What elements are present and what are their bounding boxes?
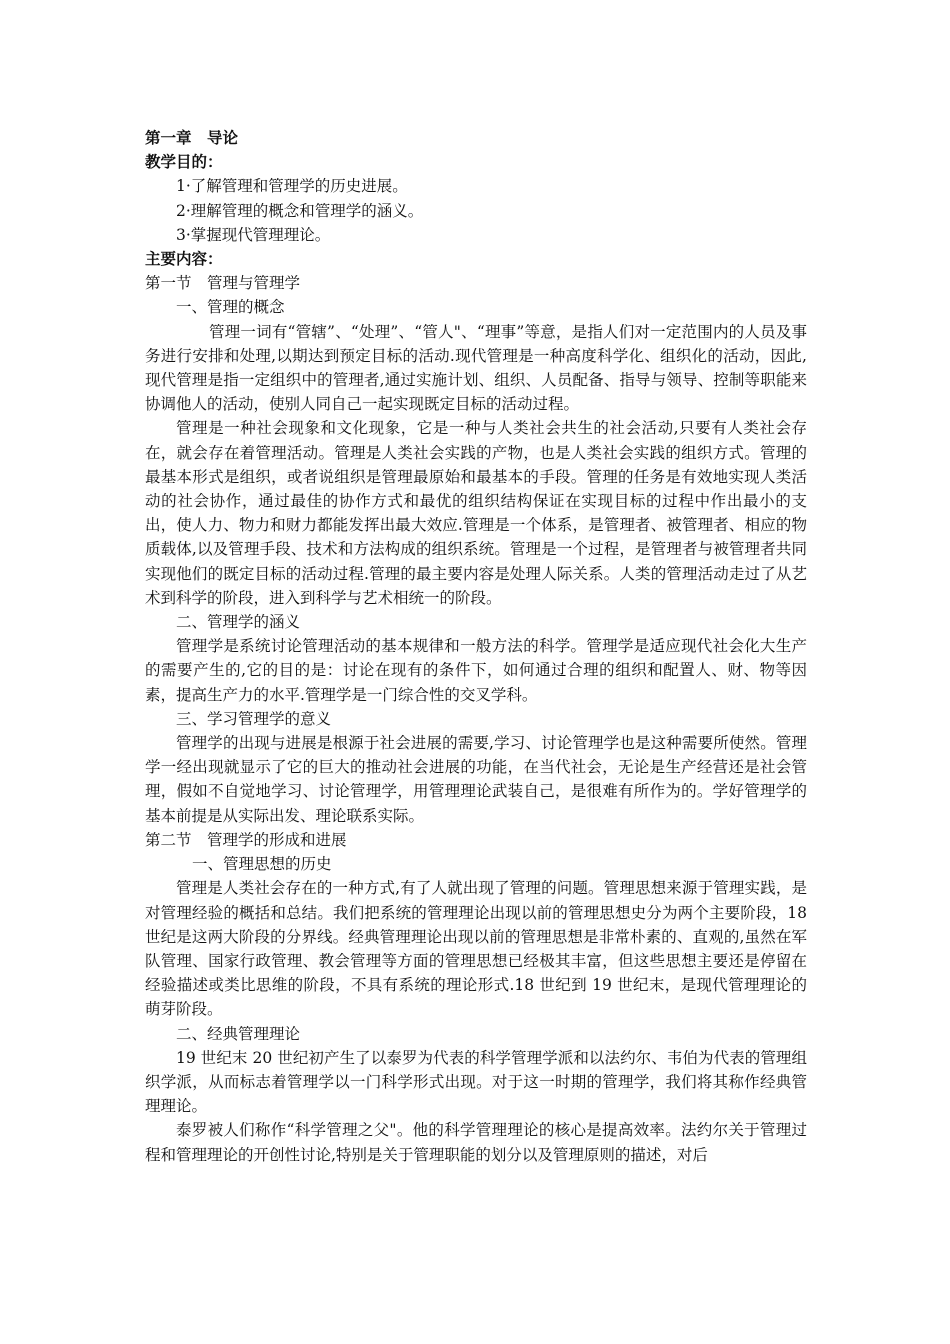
subsection-title: 一、管理的概念	[176, 298, 285, 317]
body-paragraph: 管理是人类社会存在的一种方式,有了人就出现了管理的问题。管理思想来源于管理实践，是对管理经验的概括和总结。我们把系统的管理理论出现以前的管理思想史分为两个主要阶段，18 世纪是这两大阶段的分界线。经典管理理论出现以前的管理思想是非常朴素的、直观的,虽然在军队管理、国家行政管理、教会管理等方面的管理思想已经极其丰富，但这些思想主要还是停留在经验描述或类比思维的阶段，不具有系统的理论形式.18 世纪到 19 世纪末，是现代管理理论的萌芽阶段。	[145, 879, 807, 1019]
document-page	[145, 126, 807, 1167]
section-title: 第一节 管理与管理学	[145, 274, 301, 293]
main-content-heading: 主要内容：	[145, 249, 223, 269]
body-paragraph: 管理学是系统讨论管理活动的基本规律和一般方法的科学。管理学是适应现代社会化大生产的需要产生的,它的目的是：讨论在现有的条件下，如何通过合理的组织和配置人、财、物等因素，提高生产力的水平.管理学是一门综合性的交叉学科。	[145, 637, 807, 704]
subsection-title: 二、管理学的涵义	[176, 613, 301, 632]
objectives-heading: 教学目的：	[145, 152, 223, 172]
objective-item: 1·了解管理和管理学的历史进展。	[176, 177, 408, 196]
body-paragraph: 管理是一种社会现象和文化现象，它是一种与人类社会共生的社会活动,只要有人类社会存在，就会存在着管理活动。管理是人类社会实践的产物，也是人类社会实践的组织方式。管理的最基本形式是组织，或者说组织是管理最原始和最基本的手段。管理的任务是有效地实现人类活动的社会协作，通过最佳的协作方式和最优的组织结构保证在实现目标的过程中作出最小的支出，使人力、物力和财力都能发挥出最大效应.管理是一个体系，是管理者、被管理者、相应的物质载体,以及管理手段、技术和方法构成的组织系统。管理是一个过程，是管理者与被管理者共同实现他们的既定目标的活动过程.管理的最主要内容是处理人际关系。人类的管理活动走过了从艺术到科学的阶段，进入到科学与艺术相统一的阶段。	[145, 419, 807, 607]
subsection-title: 一、管理思想的历史	[192, 855, 332, 874]
body-paragraph: 泰罗被人们称作“科学管理之父"。他的科学管理理论的核心是提高效率。法约尔关于管理过程和管理理论的开创性讨论,特别是关于管理职能的划分以及管理原则的描述，对后	[145, 1121, 807, 1164]
body-paragraph: 管理一词有“管辖”、“处理”、“管人"、“理事”等意，是指人们对一定范围内的人员及事务进行安排和处理,以期达到预定目标的活动.现代管理是一种高度科学化、组织化的活动，因此,现代管理是指一定组织中的管理者,通过实施计划、组织、人员配备、指导与领导、控制等职能来协调他人的活动，使别人同自己一起实现既定目标的活动过程。	[145, 322, 807, 414]
subsection-title: 二、经典管理理论	[176, 1024, 301, 1043]
subsection-title: 三、学习管理学的意义	[176, 709, 332, 728]
chapter-title: 第一章 导论	[145, 128, 239, 147]
objective-item: 3·掌握现代管理理论。	[176, 225, 331, 244]
section-title: 第二节 管理学的形成和进展	[145, 830, 347, 849]
body-paragraph: 管理学的出现与进展是根源于社会进展的需要,学习、讨论管理学也是这种需要所使然。管理学一经出现就显示了它的巨大的推动社会进展的功能，在当代社会，无论是生产经营还是社会管理，假如不自觉地学习、讨论管理学，用管理理论武装自己，是很难有所作为的。学好管理学的基本前提是从实际出发、理论联系实际。	[145, 734, 807, 825]
body-paragraph: 19 世纪末 20 世纪初产生了以泰罗为代表的科学管理学派和以法约尔、韦伯为代表的管理组织学派，从而标志着管理学以一门科学形式出现。对于这一时期的管理学，我们将其称作经典管理理论。	[145, 1048, 807, 1116]
objective-item: 2·理解管理的概念和管理学的涵义。	[176, 201, 424, 220]
